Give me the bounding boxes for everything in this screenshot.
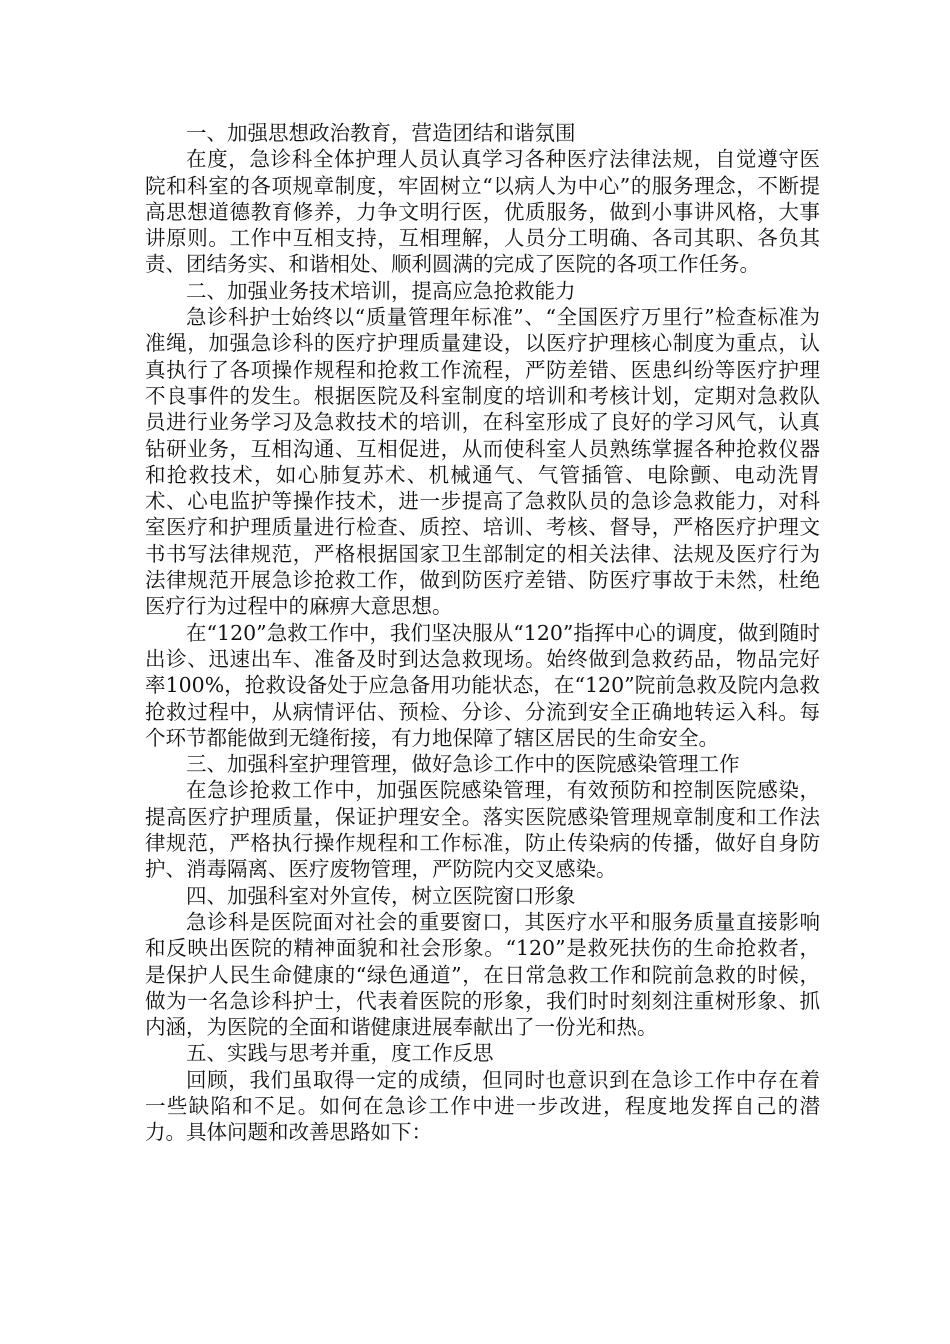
section-1-paragraph-1: 在度，急诊科全体护理人员认真学习各种医疗法律法规，自觉遵守医院和科室的各项规章制度，牢固树立“以病人为中心”的服务理念，不断提高思想道德教育修养，力争文明行医，优质服务，做到小事讲风格，大事讲原则。工作中互相支持，互相理解，人员分工明确、各司其职、各负其责、团结务实、和谐相处、顺利圆满的完成了医院的各项工作任务。 [145,147,820,277]
section-4-paragraph-1: 急诊科是医院面对社会的重要窗口，其医疗水平和服务质量直接影响和反映出医院的精神面貌和社会形象。“120”是救死扶伤的生命抢救者，是保护人民生命健康的“绿色通道”，在日常急救工作和院前急救的时候，做为一名急诊科护士，代表着医院的形象，我们时时刻刻注重树形象、抓内涵，为医院的全面和谐健康进展奉献出了一份光和热。 [145,909,820,1040]
section-heading-5: 五、实践与思考并重，度工作反思 [186,1041,494,1066]
section-heading-1: 一、加强思想政治教育，营造团结和谐氛围 [186,121,576,145]
section-heading-4: 四、加强科室对外宣传，树立医院窗口形象 [186,883,576,908]
section-2-paragraph-1: 急诊科护士始终以“质量管理年标准”、“全国医疗万里行”检查标准为准绳，加强急诊科的医疗护理质量建设，以医疗护理核心制度为重点，认真执行了各项操作规程和抢救工作流程，严防差错、医患纠纷等医疗护理不良事件的发生。根据医院及科室制度的培训和考核计划，定期对急救队员进行业务学习及急救技术的培训，在科室形成了良好的学习风气，认真钻研业务，互相沟通、互相促进，从而使科室人员熟练掌握各种抢救仪器和抢救技术，如心肺复苏术、机械通气、气管插管、电除颤、电动洗胃术、心电监护等操作技术，进一步提高了急救队员的急诊急救能力，对科室医疗和护理质量进行检查、质控、培训、考核、督导，严格医疗护理文书书写法律规范，严格根据国家卫生部制定的相关法律、法规及医疗行为法律规范开展急诊抢救工作，做到防医疗差错、防医疗事故于未然，杜绝医疗行为过程中的麻痹大意思想。 [145,305,820,619]
document-body [145,120,820,1146]
section-3-paragraph-1: 在急诊抢救工作中，加强医院感染管理，有效预防和控制医院感染，提高医疗护理质量，保证护理安全。落实医院感染管理规章制度和工作法律规范，严格执行操作规程和工作标准，防止传染病的传播，做好自身防护、消毒隔离、医疗废物管理，严防院内交叉感染。 [145,778,820,882]
section-heading-2: 二、加强业务技术培训，提高应急抢救能力 [186,278,576,303]
section-heading-3: 三、加强科室护理管理，做好急诊工作中的医院感染管理工作 [186,752,740,777]
section-5-paragraph-1: 回顾，我们虽取得一定的成绩，但同时也意识到在急诊工作中存在着一些缺陷和不足。如何在急诊工作中进一步改进，程度地发挥自己的潜力。具体问题和改善思路如下： [145,1067,820,1145]
section-2-paragraph-2: 在“120”急救工作中，我们坚决服从“120”指挥中心的调度，做到随时出诊、迅速出车、准备及时到达急救现场。始终做到急救药品，物品完好率100%，抢救设备处于应急备用功能状态，在“120”院前急救及院内急救抢救过程中，从病情评估、预检、分诊、分流到安全正确地转运入科。每个环节都能做到无缝衔接，有力地保障了辖区居民的生命安全。 [145,620,820,750]
